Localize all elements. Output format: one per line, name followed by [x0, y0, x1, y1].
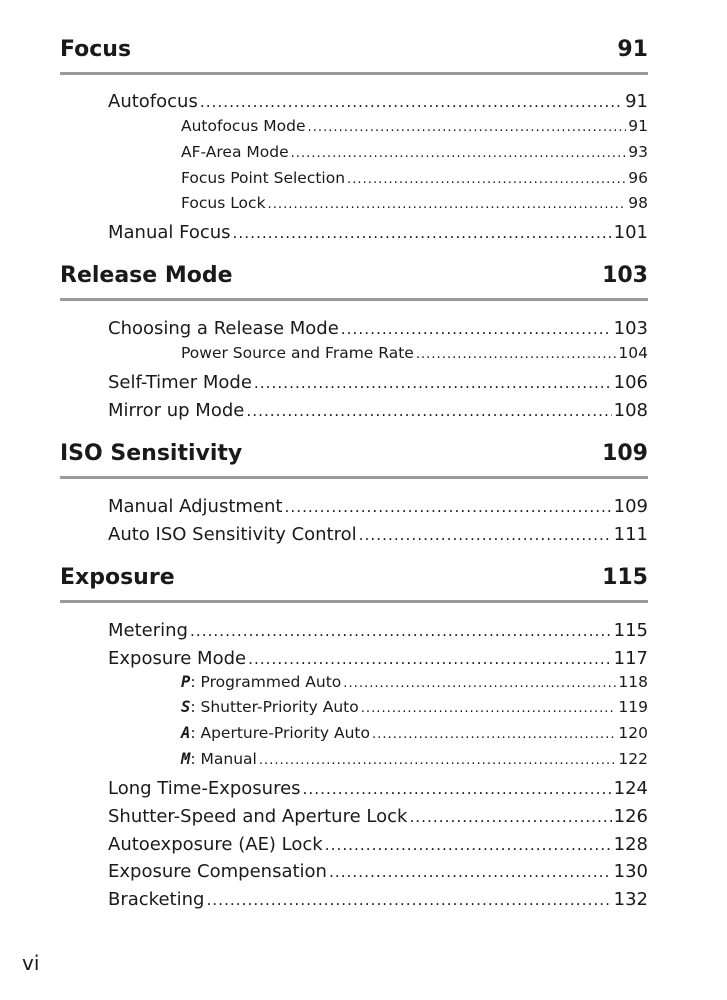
leader-dots [291, 146, 627, 161]
entry-title: Shutter-Speed and Aperture Lock [108, 806, 408, 827]
section-heading-exposure[interactable] [60, 565, 648, 595]
entry-page: 93 [628, 143, 648, 161]
entry-page: 126 [613, 806, 648, 827]
toc-entry-auto-iso-sensitivity-control[interactable] [108, 524, 648, 545]
leader-dots [206, 891, 611, 909]
entry-title: Exposure Mode [108, 648, 247, 669]
section-heading-focus[interactable] [60, 37, 648, 67]
toc-entry-long-time-exposures[interactable] [108, 778, 648, 799]
leader-dots [200, 93, 623, 111]
mode-a-icon: A [181, 724, 191, 742]
section-page: 103 [602, 263, 648, 288]
section-title: ISO Sensitivity [60, 441, 243, 466]
entry-page: 119 [618, 698, 648, 716]
toc-entry-manual[interactable] [181, 750, 648, 768]
entry-page: 124 [613, 778, 648, 799]
section-title: Exposure [60, 565, 175, 590]
leader-dots [361, 701, 617, 716]
section-rule [60, 72, 648, 75]
section-heading-release-mode[interactable] [60, 263, 648, 293]
entry-page: 106 [613, 372, 648, 393]
section-rule [60, 476, 648, 479]
leader-dots [341, 320, 612, 338]
toc-entry-mirror-up-mode[interactable] [108, 400, 648, 421]
leader-dots [325, 836, 612, 854]
leader-dots [343, 676, 616, 691]
entry-page: 104 [618, 344, 648, 362]
entry-page: 132 [613, 889, 648, 910]
leader-dots [308, 120, 627, 135]
entry-title: AF-Area Mode [181, 143, 289, 161]
entry-page: 115 [613, 620, 648, 641]
toc-entry-af-area-mode[interactable] [181, 143, 648, 161]
entry-title: Manual Adjustment [108, 496, 283, 517]
entry-page: 118 [618, 673, 648, 691]
entry-page: 117 [613, 648, 648, 669]
mode-m-icon: M [181, 750, 191, 768]
toc-entry-focus-point-selection[interactable] [181, 169, 648, 187]
toc-entry-manual-adjustment[interactable] [108, 496, 648, 517]
entry-title: Focus Lock [181, 194, 266, 212]
entry-page: 103 [613, 318, 648, 339]
leader-dots [359, 526, 612, 544]
leader-dots [259, 753, 617, 768]
toc-entry-autofocus[interactable] [108, 91, 648, 112]
entry-title: Auto ISO Sensitivity Control [108, 524, 357, 545]
toc-entry-choosing-release-mode[interactable] [108, 318, 648, 339]
entry-title: Autofocus [108, 91, 198, 112]
section-heading-iso-sensitivity[interactable] [60, 441, 648, 471]
entry-page: 98 [628, 194, 648, 212]
entry-title [181, 673, 341, 691]
toc-entry-bracketing[interactable] [108, 889, 648, 910]
entry-title: Long Time-Exposures [108, 778, 301, 799]
mode-p-icon: P [181, 673, 191, 691]
section-page: 115 [602, 565, 648, 590]
entry-label: : Aperture-Priority Auto [190, 724, 370, 742]
leader-dots [347, 172, 626, 187]
entry-page: 128 [613, 834, 648, 855]
entry-page: 130 [613, 861, 648, 882]
toc-entry-manual-focus[interactable] [108, 222, 648, 243]
leader-dots [284, 498, 611, 516]
section-title: Release Mode [60, 263, 233, 288]
entry-label: : Shutter-Priority Auto [190, 698, 359, 716]
leader-dots [246, 402, 611, 420]
toc-entry-aperture-priority-auto[interactable] [181, 724, 648, 742]
entry-page: 91 [625, 91, 648, 112]
leader-dots [329, 863, 612, 881]
leader-dots [372, 727, 616, 742]
page-number: vi [22, 951, 40, 975]
leader-dots [409, 808, 611, 826]
section-rule [60, 600, 648, 603]
leader-dots [233, 224, 612, 242]
mode-s-icon: S [181, 698, 191, 716]
toc-entry-autoexposure-lock[interactable] [108, 834, 648, 855]
leader-dots [248, 650, 612, 668]
toc-entry-shutter-priority-auto[interactable] [181, 698, 648, 716]
section-title: Focus [60, 37, 132, 62]
entry-page: 91 [628, 117, 648, 135]
leader-dots [416, 347, 617, 362]
toc-entry-self-timer-mode[interactable] [108, 372, 648, 393]
entry-title: Power Source and Frame Rate [181, 344, 414, 362]
section-page: 91 [617, 37, 648, 62]
entry-label: : Programmed Auto [190, 673, 342, 691]
toc-entry-focus-lock[interactable] [181, 194, 648, 212]
entry-label: : Manual [190, 750, 257, 768]
section-rule [60, 298, 648, 301]
entry-page: 109 [613, 496, 648, 517]
toc-entry-autofocus-mode[interactable] [181, 117, 648, 135]
entry-title: Choosing a Release Mode [108, 318, 339, 339]
entry-title: Autoexposure (AE) Lock [108, 834, 323, 855]
entry-title: Bracketing [108, 889, 205, 910]
entry-title: Exposure Compensation [108, 861, 327, 882]
entry-page: 96 [628, 169, 648, 187]
leader-dots [190, 622, 612, 640]
entry-page: 108 [613, 400, 648, 421]
toc-entry-exposure-mode[interactable] [108, 648, 648, 669]
entry-title [181, 698, 359, 716]
section-page: 109 [602, 441, 648, 466]
entry-title: Self-Timer Mode [108, 372, 252, 393]
entry-title: Manual Focus [108, 222, 231, 243]
toc-entry-metering[interactable] [108, 620, 648, 641]
entry-page: 122 [618, 750, 648, 768]
entry-title: Metering [108, 620, 188, 641]
entry-page: 111 [613, 524, 648, 545]
toc-entry-power-source-frame-rate[interactable] [181, 344, 648, 362]
entry-title: Focus Point Selection [181, 169, 346, 187]
leader-dots [268, 197, 627, 212]
entry-title [181, 750, 257, 768]
entry-page: 120 [618, 724, 648, 742]
entry-title [181, 724, 370, 742]
toc-entry-programmed-auto[interactable] [181, 673, 648, 691]
toc-entry-shutter-speed-aperture-lock[interactable] [108, 806, 648, 827]
leader-dots [254, 374, 612, 392]
entry-title: Mirror up Mode [108, 400, 245, 421]
toc-entry-exposure-compensation[interactable] [108, 861, 648, 882]
leader-dots [303, 780, 612, 798]
entry-title: Autofocus Mode [181, 117, 306, 135]
entry-page: 101 [613, 222, 648, 243]
